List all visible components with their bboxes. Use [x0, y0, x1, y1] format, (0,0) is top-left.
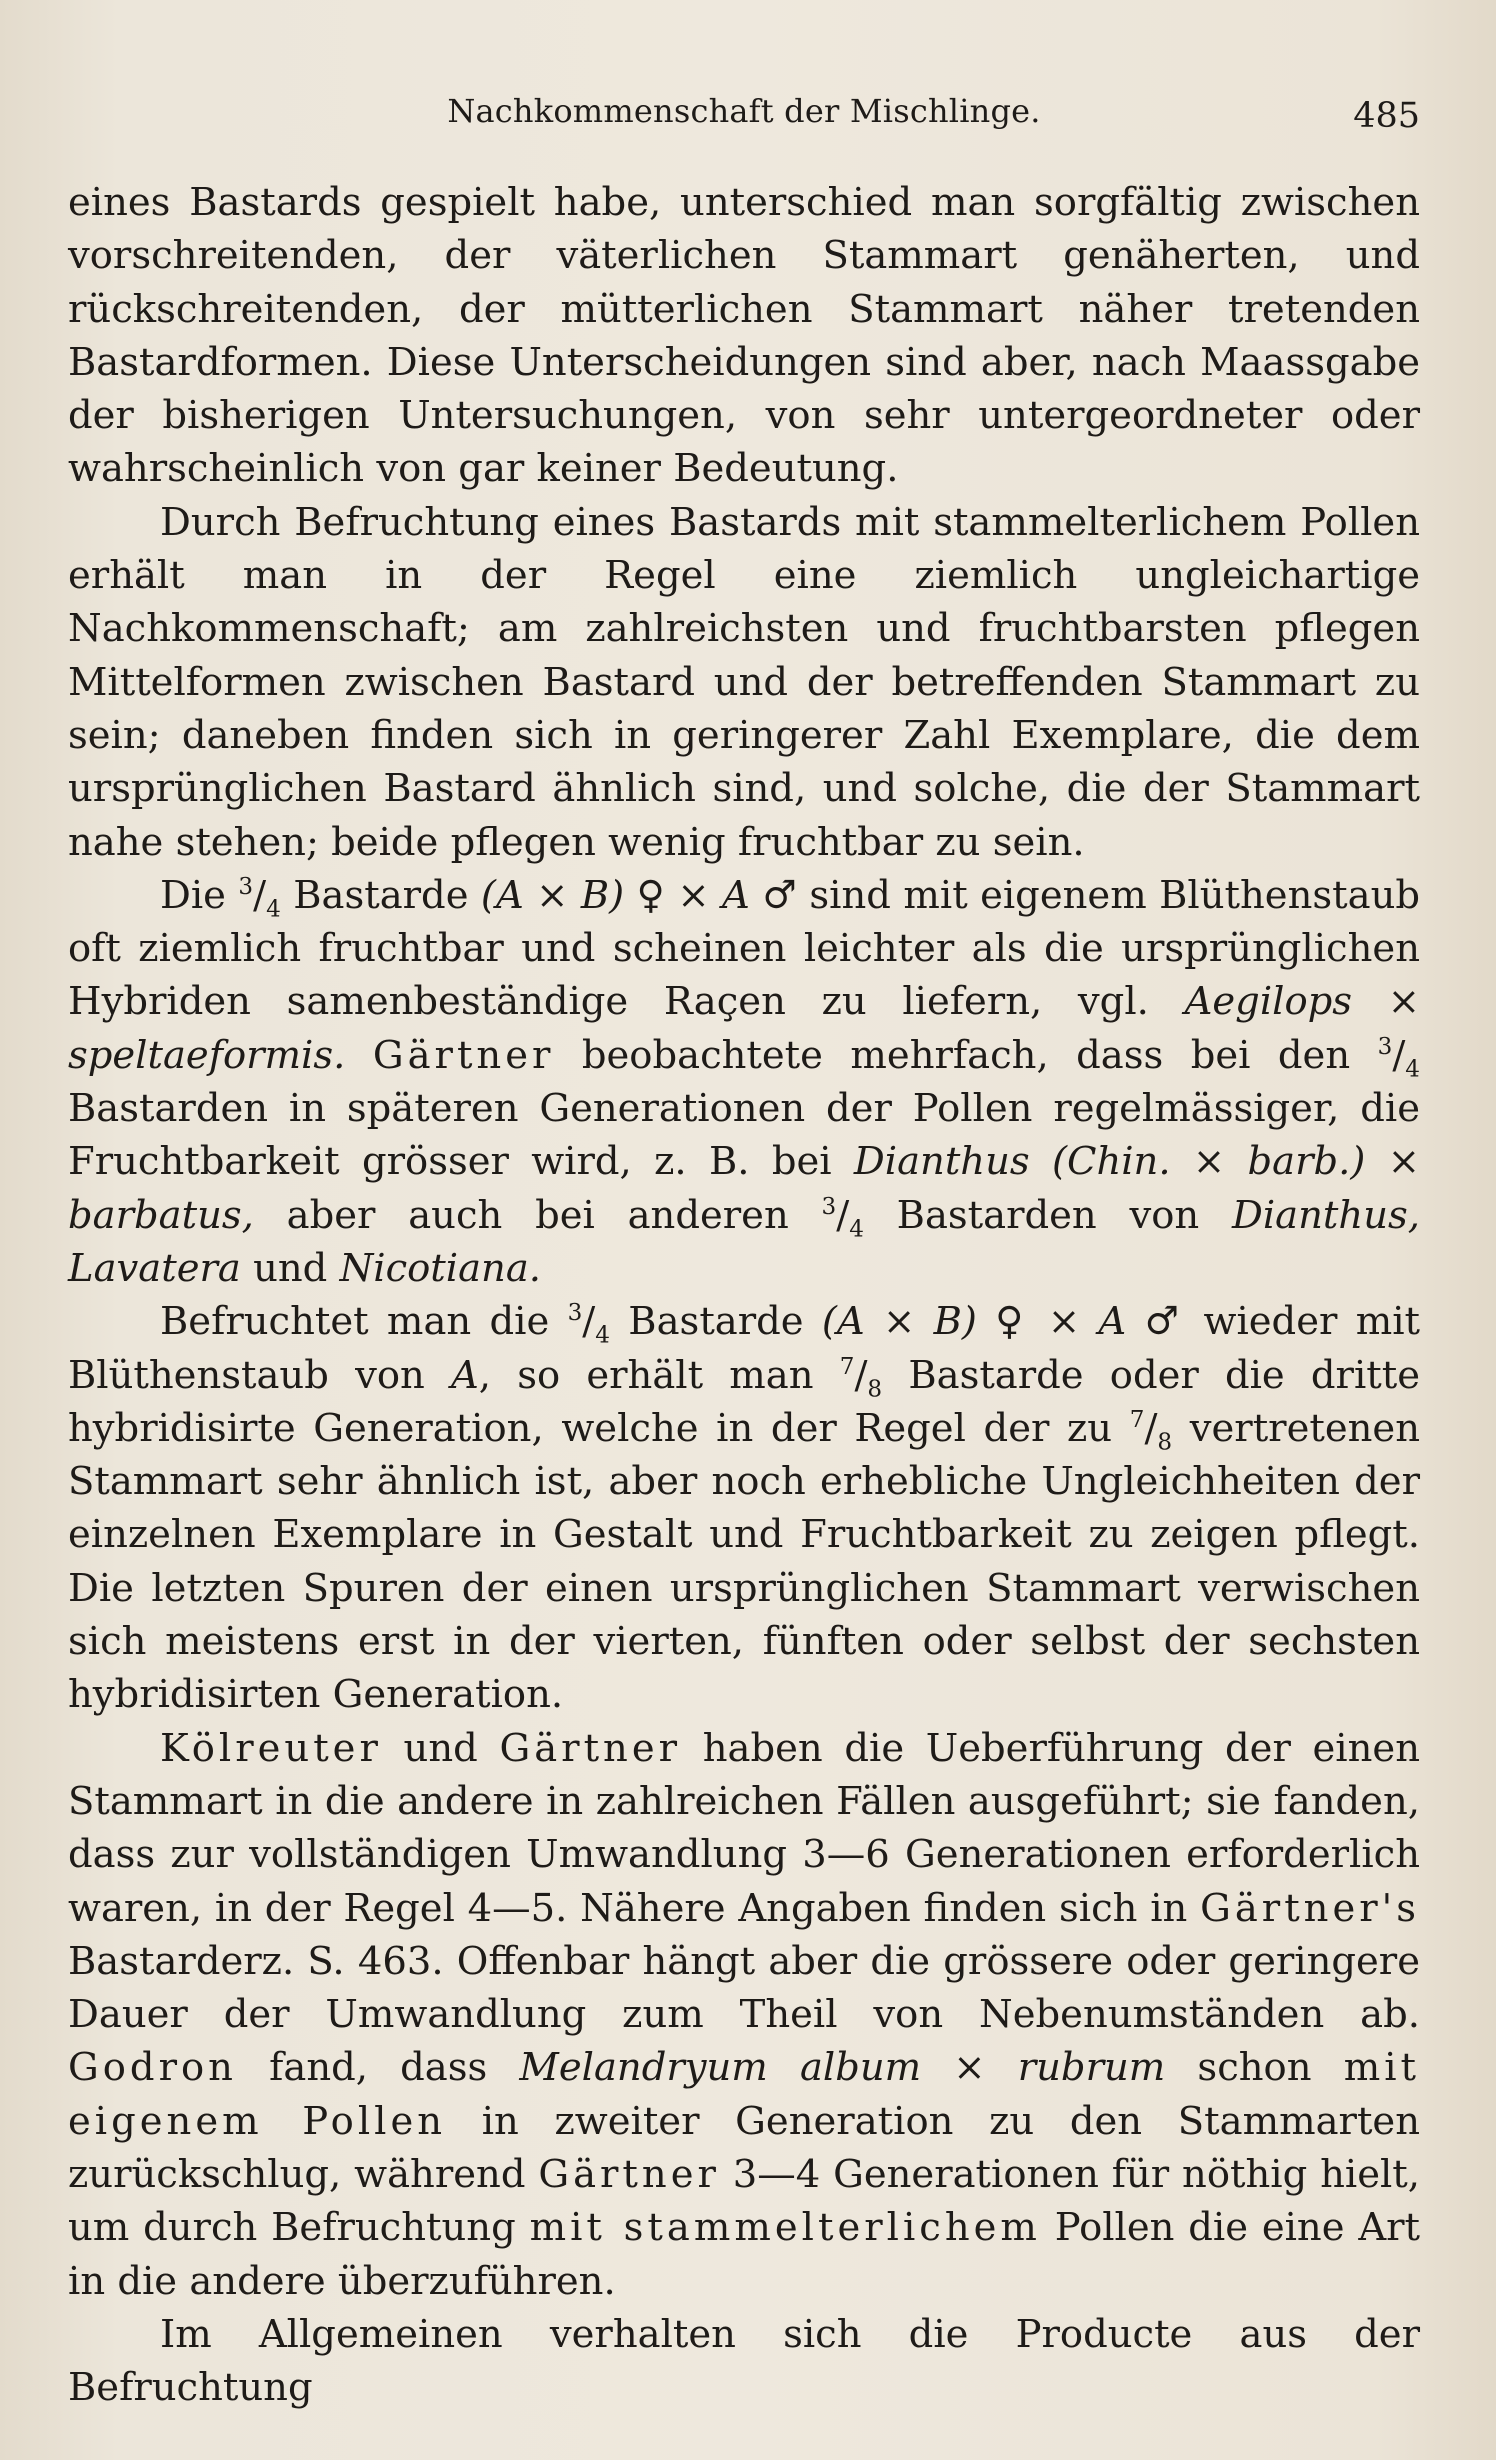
emphasis: mit stammelterlichem [529, 2205, 1041, 2251]
page-header [68, 92, 1420, 140]
text-run: Bastarde [280, 872, 481, 918]
text-run: aber auch bei anderen [253, 1192, 822, 1238]
variable: A [450, 1352, 479, 1398]
text-run: sind mit eigenem Blüthenstaub oft ziemlich fruchtbar und scheinen leichter als die ursprünglichen Hybriden samenbeständige Raçen zu liefern, vgl. [68, 872, 1421, 1025]
person-name: Gärtner [499, 1725, 682, 1771]
body-text [68, 176, 1420, 2414]
fraction-denominator: 4 [1405, 1056, 1420, 1083]
cross-formula: (A × B) ♀ × A ♂ [821, 1299, 1186, 1345]
species-name: Aegilops × speltaeformis. [68, 979, 1420, 1078]
text-run: Bastarde [609, 1299, 822, 1345]
text-run: in zweiter Generation zu den Stammarten zurückschlug, während [68, 2098, 1420, 2197]
fraction: $^7/_8$ [839, 1352, 883, 1403]
paragraph-3 [68, 869, 1420, 1295]
fraction: $^7/_8$ [1129, 1405, 1173, 1456]
text-run: Bastarden von [863, 1192, 1232, 1238]
fraction-numerator: 7 [839, 1353, 855, 1380]
text-run: Bastarde oder die dritte hybridisirte Generation, welche in der Regel der zu [68, 1352, 1421, 1451]
fraction-numerator: 3 [821, 1193, 837, 1220]
person-name: Gärtner [372, 1032, 555, 1078]
fraction: $^3/_4$ [821, 1192, 864, 1243]
fraction-numerator: 3 [238, 874, 254, 901]
species-name: Melandryum album × rubrum [519, 2045, 1166, 2091]
text-run: fand, dass [236, 2045, 520, 2091]
fraction-denominator: 8 [1157, 1429, 1173, 1456]
emphasis: mit eigenem Pollen [68, 2045, 1420, 2144]
text-run: und [381, 1725, 500, 1771]
text-run: beobachtete mehrfach, dass bei den [554, 1032, 1378, 1078]
person-name: Godron [68, 2045, 237, 2091]
paragraph-1: eines Bastards gespielt habe, unterschied man sorgfältig zwischen vorschreitenden, der väterlichen Stammart genäherten, und rückschreitenden, der mütterlichen Stammart näher tretenden Bastardformen. Diese Unterscheidungen sind aber, nach Maassgabe der bisherigen Untersuchungen, von sehr untergeordneter oder wahrscheinlich von gar keiner Bedeutung. [68, 180, 1420, 492]
species-name: Dianthus, Lavatera [68, 1192, 1420, 1291]
person-name: Gärtner's [1200, 1885, 1420, 1931]
text-run: haben die Ueberführung der einen Stammart in die andere in zahlreichen Fällen ausgeführt; sie fanden, dass zur vollständigen Umwandlung 3—6 Generationen erforderlich waren, in der Regel 4—5. Nähere Angaben finden sich in [68, 1725, 1420, 1931]
paragraph-4 [68, 1295, 1420, 1721]
text-run: und [240, 1245, 340, 1291]
text-run: wieder mit Blüthenstaub von [68, 1299, 1421, 1398]
fraction-denominator: 4 [849, 1216, 864, 1243]
fraction: $^3/_4$ [1377, 1032, 1420, 1083]
text-run: vertretenen Stammart sehr ähnlich ist, aber noch erhebliche Ungleichheiten der einzelnen Exemplare in Gestalt und Fruchtbarkeit zu zeigen pflegt. Die letzten Spuren der einen ursprünglichen Stammart verwischen sich meistens erst in der vierten, fünften oder selbst der sechsten hybridisirten Generation. [68, 1405, 1420, 1718]
text-run: Bastarden in späteren Generationen der Pollen regelmässiger, die Fruchtbarkeit grösser wird, z. B. bei [68, 1086, 1420, 1185]
fraction-numerator: 7 [1129, 1407, 1145, 1433]
text-run: Bastarderz. S. 463. Offenbar hängt aber die grössere oder geringere Dauer der Umwandlung zum Theil von Nebenumständen ab. [68, 1938, 1420, 2038]
text-run: Befruchtet man die [160, 1299, 568, 1345]
text-run [345, 1033, 372, 1078]
person-name: Kölreuter [160, 1725, 382, 1771]
paragraph-6: Im Allgemeinen verhalten sich die Producte aus der Befruchtung [68, 2311, 1420, 2411]
species-name: Dianthus (Chin. × barb.) × barbatus, [68, 1139, 1420, 1238]
text-run: schon [1165, 2045, 1344, 2091]
page-number: 485 [1353, 96, 1420, 136]
cross-formula: (A × B) ♀ × A ♂ [480, 872, 797, 918]
fraction-numerator: 3 [1377, 1033, 1393, 1060]
paragraph-5 [68, 1722, 1420, 2308]
text-run: 3—4 Generationen für nöthig hielt, um durch Befruchtung [68, 2151, 1420, 2251]
running-title: Nachkommenschaft der Mischlinge. [447, 92, 1041, 130]
person-name: Gärtner [538, 2151, 720, 2197]
text-run: , so erhält man [478, 1352, 840, 1398]
paragraph-2: Durch Befruchtung eines Bastards mit stammelterlichem Pollen erhält man in der Regel eine ziemlich ungleichartige Nachkommenschaft; am zahlreichsten und fruchtbarsten pflegen Mittelformen zwischen Bastard und der betreffenden Stammart zu sein; daneben finden sich in geringerer Zahl Exemplare, die dem ursprünglichen Bastard ähnlich sind, und solche, die der Stammart nahe stehen; beide pflegen wenig fruchtbar zu sein. [68, 499, 1420, 865]
fraction-denominator: 4 [595, 1322, 610, 1349]
fraction: $^3/_4$ [567, 1299, 610, 1349]
fraction-denominator: 4 [266, 896, 281, 923]
fraction-denominator: 8 [867, 1376, 883, 1403]
text-run: Pollen die eine Art in die andere überzuführen. [68, 2205, 1421, 2304]
fraction: $^3/_4$ [238, 872, 281, 923]
species-name: Nicotiana. [339, 1245, 542, 1291]
text-run: Die [160, 872, 239, 918]
fraction-numerator: 3 [567, 1300, 583, 1327]
